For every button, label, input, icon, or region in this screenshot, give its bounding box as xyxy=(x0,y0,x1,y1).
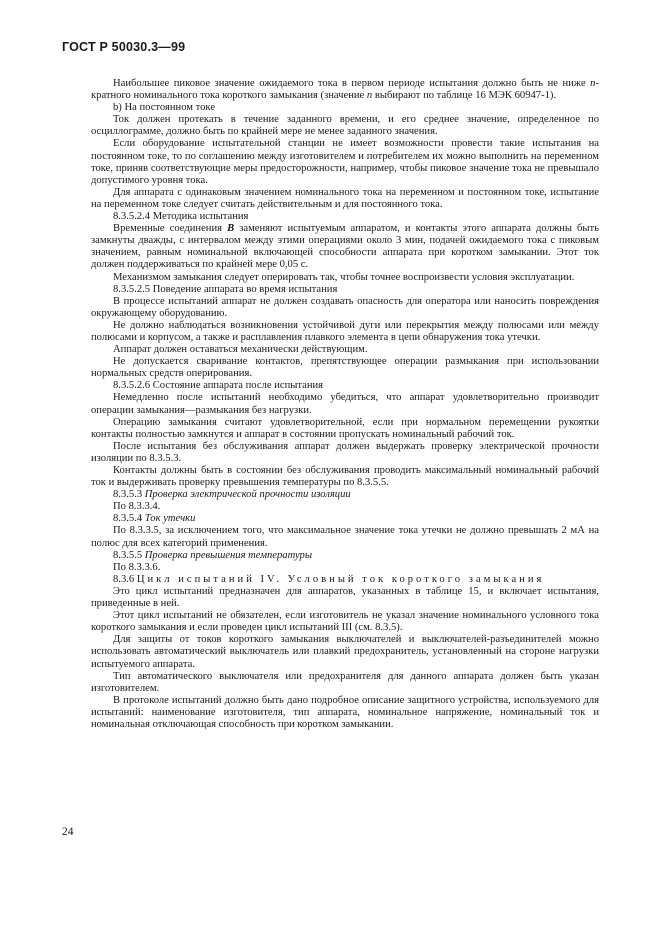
page-body xyxy=(91,78,599,731)
paragraph: Это цикл испытаний предназначен для аппаратов, указанных в таблице 15, и включает испытания, приведенные в ней. xyxy=(91,585,599,610)
paragraph: Операцию замыкания считают удовлетворительной, если при нормальном перемещении рукоятки контакты полностью замкнутся и аппарат в состоянии пропускать номинальный рабочий ток. xyxy=(91,416,599,440)
paragraph: Не допускается сваривание контактов, препятствующее операции размыкания при использовании нормальных средств оперирования. xyxy=(91,356,599,380)
paragraph: В процессе испытаний аппарат не должен создавать опасность для оператора или наносить повреждения окружающему оборудованию. xyxy=(91,295,599,319)
paragraph: Тип автоматического выключателя или предохранителя для данного аппарата должен быть указан изготовителем. xyxy=(91,670,599,694)
paragraph: Аппарат должен оставаться механически действующим. xyxy=(113,344,368,356)
paragraph: Не должно наблюдаться возникновения устойчивой дуги или перекрытия между полюсами или между полюсами и корпусом, а также и расплавления плавкого элемента в цепи обнаружения тока утечки. xyxy=(91,319,599,343)
paragraph: Ток должен протекать в течение заданного времени, и его среднее значение, определенное по осциллограмме, должно быть по крайней мере не менее заданного значения. xyxy=(91,114,599,138)
paragraph: Если оборудование испытательной станции не имеет возможности провести такие испытания на постоянном токе, то по соглашению между изготовителем и потребителем их можно выполнить на переменном токе, приняв соответствующие меры предосторожности, например, чтобы пиковое значение тока не превышало допустимого уровня тока. xyxy=(91,138,599,186)
section-heading: 8.3.5.2.4 Методика испытания xyxy=(113,211,249,223)
paragraph: По 8.3.3.4. xyxy=(113,501,161,513)
paragraph: Этот цикл испытаний не обязателен, если изготовитель не указал значение номинального условного тока короткого замыкания и если проведен цикл испытаний III (см. 8.3.5). xyxy=(91,610,599,634)
paragraph: Механизмом замыкания следует оперировать так, чтобы точнее воспроизвести условия эксплуатации. xyxy=(113,271,575,283)
section-heading: 8.3.6 Цикл испытаний IV. Условный ток короткого замыкания xyxy=(113,573,545,585)
page-number: 24 xyxy=(62,826,74,838)
paragraph: Наибольшее пиковое значение ожидаемого тока в первом периоде испытания должно быть не ниже n-кратного номинального тока короткого замыкания (значение n выбирают по таблице 16 МЭК 60947-1). xyxy=(91,78,599,102)
section-heading: 8.3.5.3 Проверка электрической прочности изоляции xyxy=(113,489,351,501)
paragraph: Для аппарата с одинаковым значением номинального тока на переменном и постоянном токе, испытание на переменном токе следует считать действительным и для постоянного тока. xyxy=(91,186,599,210)
section-heading: 8.3.5.4 Ток утечки xyxy=(113,513,196,525)
paragraph: Контакты должны быть в состоянии без обслуживания проводить максимальный номинальный рабочий ток и выдерживать проверку превышения температуры по 8.3.5.5. xyxy=(91,465,599,489)
document-header: ГОСТ Р 50030.3—99 xyxy=(62,40,186,54)
paragraph: Немедленно после испытаний необходимо убедиться, что аппарат удовлетворительно производит операции замыкания—размыкания без нагрузки. xyxy=(91,392,599,416)
section-heading: 8.3.5.2.6 Состояние аппарата после испытания xyxy=(113,380,324,392)
paragraph: В протоколе испытаний должно быть дано подробное описание защитного устройства, используемого для испытаний: наименование изготовителя, тип аппарата, номинальное напряжение, номинальный ток и номинальная отключающая способность при коротком замыкании. xyxy=(91,694,599,730)
paragraph: После испытания без обслуживания аппарат должен выдержать проверку электрической прочности изоляции по 8.3.5.3. xyxy=(91,440,599,464)
section-heading: 8.3.5.2.5 Поведение аппарата во время испытания xyxy=(113,283,338,295)
paragraph: Временные соединения B заменяют испытуемым аппаратом, и контакты этого аппарата должны быть замкнуты дважды, с интервалом между этими операциями около 3 мин, подачей ожидаемого тока с пиковым значением, равным номинальной включающей способности аппарата при коротком замыкании. Этот ток должен поддерживаться по крайней мере 0,05 с. xyxy=(91,223,599,271)
paragraph: По 8.3.3.6. xyxy=(113,561,161,573)
section-heading: 8.3.5.5 Проверка превышения температуры xyxy=(113,549,313,561)
paragraph: Для защиты от токов короткого замыкания выключателей и выключателей-разъединителей можно использовать автоматический выключатель или плавкий предохранитель, установленный на стороне нагрузки испытуемого аппарата. xyxy=(91,634,599,670)
paragraph: По 8.3.3.5, за исключением того, что максимальное значение тока утечки не должно превышать 2 мА на полюс для всех категорий применения. xyxy=(91,525,599,549)
subsection-heading: b) На постоянном токе xyxy=(113,102,216,114)
